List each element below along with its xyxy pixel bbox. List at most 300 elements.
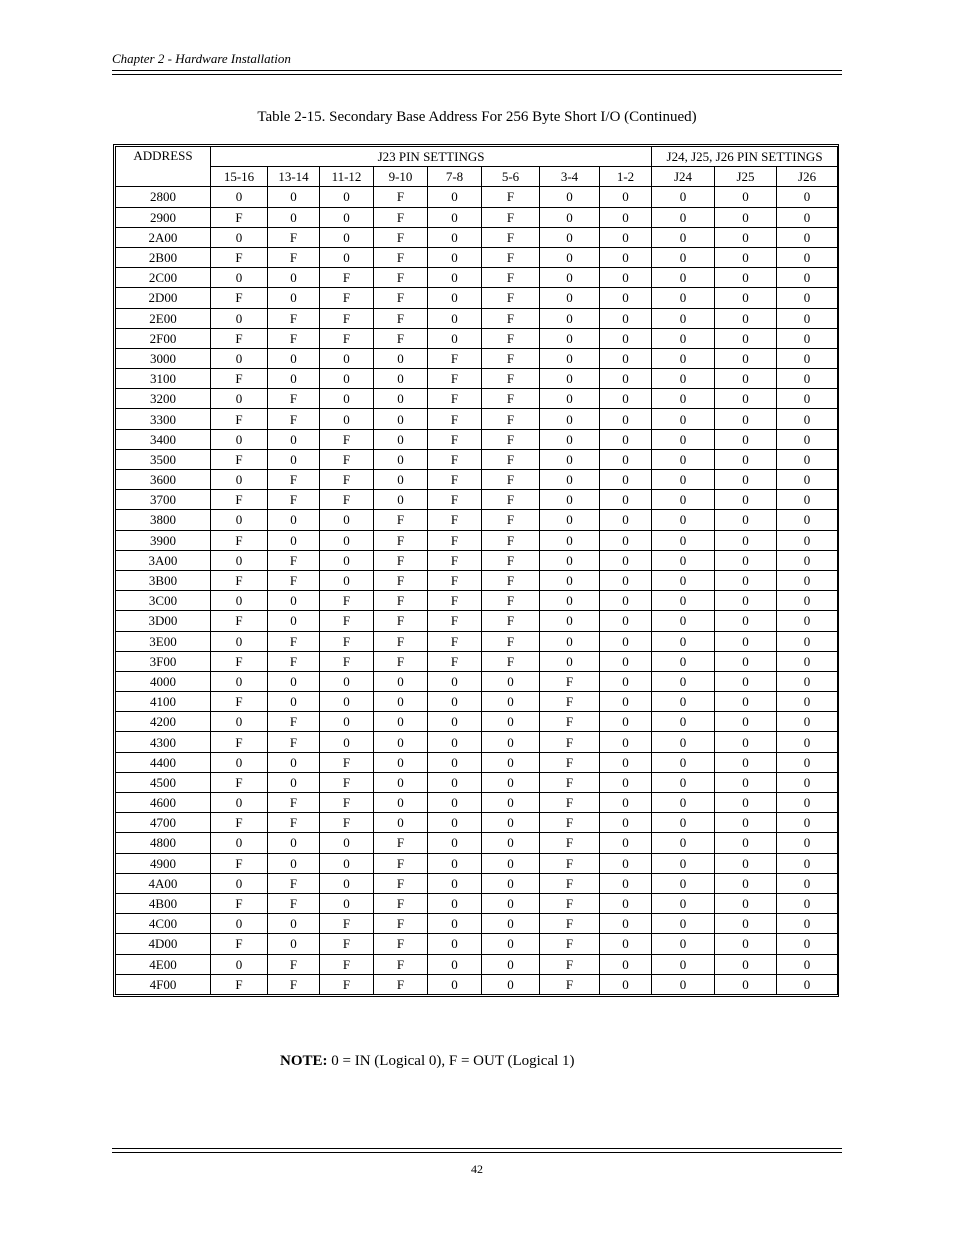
table-row <box>116 631 838 651</box>
pin-cell: F <box>211 449 268 469</box>
pin-cell: 0 <box>777 470 838 490</box>
pin-cell: 0 <box>482 692 540 712</box>
pin-cell: F <box>320 813 374 833</box>
address-cell: 4300 <box>116 732 211 752</box>
address-cell: 4C00 <box>116 914 211 934</box>
pin-cell: 0 <box>652 268 715 288</box>
pin-cell: 0 <box>211 833 268 853</box>
pin-cell: 0 <box>715 954 777 974</box>
address-cell: 3D00 <box>116 611 211 631</box>
pin-cell: 0 <box>715 247 777 267</box>
pin-cell: 0 <box>652 712 715 732</box>
pin-cell: F <box>268 409 320 429</box>
pin-cell: 0 <box>600 732 652 752</box>
pin-cell: 0 <box>482 954 540 974</box>
pin-cell: 0 <box>320 550 374 570</box>
pin-cell: 0 <box>211 954 268 974</box>
pin-cell: F <box>540 813 600 833</box>
table-row <box>116 510 838 530</box>
address-cell: 3E00 <box>116 631 211 651</box>
pin-cell: 0 <box>777 611 838 631</box>
pin-cell: 0 <box>652 348 715 368</box>
pin-cell: F <box>268 247 320 267</box>
pin-cell: F <box>211 207 268 227</box>
pin-cell: F <box>374 227 428 247</box>
pin-cell: 0 <box>268 934 320 954</box>
table-row <box>116 288 838 308</box>
table-row <box>116 611 838 631</box>
pin-cell: 0 <box>428 793 482 813</box>
pin-cell: 0 <box>428 974 482 994</box>
table-row <box>116 348 838 368</box>
address-cell: 2B00 <box>116 247 211 267</box>
table-row <box>116 893 838 913</box>
table-row <box>116 247 838 267</box>
pin-cell: F <box>428 570 482 590</box>
address-cell: 4900 <box>116 853 211 873</box>
column-header: 9-10 <box>374 167 428 187</box>
pin-cell: 0 <box>428 227 482 247</box>
header-rule-bottom <box>112 74 842 75</box>
pin-cell: 0 <box>428 712 482 732</box>
pin-cell: F <box>540 692 600 712</box>
pin-cell: F <box>482 470 540 490</box>
pin-cell: 0 <box>715 328 777 348</box>
pin-cell: 0 <box>600 692 652 712</box>
address-cell: 3900 <box>116 530 211 550</box>
pin-cell: F <box>482 570 540 590</box>
pin-cell: 0 <box>268 853 320 873</box>
address-cell: 2900 <box>116 207 211 227</box>
pin-cell: 0 <box>652 793 715 813</box>
pin-cell: 0 <box>777 833 838 853</box>
pin-cell: 0 <box>600 550 652 570</box>
pin-cell: 0 <box>540 328 600 348</box>
pin-cell: 0 <box>211 914 268 934</box>
note-label: NOTE: <box>280 1053 328 1069</box>
pin-cell: 0 <box>600 772 652 792</box>
pin-cell: 0 <box>482 934 540 954</box>
pin-cell: F <box>268 570 320 590</box>
pin-cell: 0 <box>777 651 838 671</box>
pin-cell: 0 <box>482 732 540 752</box>
pin-cell: 0 <box>652 631 715 651</box>
pin-cell: F <box>428 409 482 429</box>
pin-cell: 0 <box>268 833 320 853</box>
pin-cell: F <box>482 328 540 348</box>
pin-cell: F <box>211 611 268 631</box>
pin-cell: 0 <box>320 893 374 913</box>
pin-cell: 0 <box>211 712 268 732</box>
j24-j26-group-header: J24, J25, J26 PIN SETTINGS <box>652 147 838 167</box>
pin-cell: 0 <box>715 671 777 691</box>
pin-cell: 0 <box>600 369 652 389</box>
pin-cell: 0 <box>600 247 652 267</box>
pin-cell: 0 <box>320 732 374 752</box>
pin-cell: 0 <box>482 671 540 691</box>
pin-cell: 0 <box>715 510 777 530</box>
address-cell: 3C00 <box>116 591 211 611</box>
table-row <box>116 712 838 732</box>
pin-cell: 0 <box>374 409 428 429</box>
pin-cell: 0 <box>540 490 600 510</box>
pin-cell: 0 <box>211 389 268 409</box>
pin-cell: F <box>428 611 482 631</box>
pin-cell: 0 <box>268 914 320 934</box>
pin-cell: 0 <box>715 470 777 490</box>
column-header: 15-16 <box>211 167 268 187</box>
pin-cell: 0 <box>777 449 838 469</box>
pin-cell: 0 <box>540 449 600 469</box>
pin-cell: 0 <box>777 813 838 833</box>
pin-cell: 0 <box>540 429 600 449</box>
pin-cell: 0 <box>540 308 600 328</box>
pin-cell: F <box>428 651 482 671</box>
pin-cell: F <box>428 429 482 449</box>
pin-cell: 0 <box>715 429 777 449</box>
pin-cell: 0 <box>777 712 838 732</box>
pin-cell: 0 <box>600 570 652 590</box>
pin-cell: 0 <box>652 389 715 409</box>
pin-cell: 0 <box>777 772 838 792</box>
pin-cell: 0 <box>428 247 482 267</box>
pin-cell: 0 <box>600 813 652 833</box>
pin-cell: 0 <box>600 873 652 893</box>
pin-cell: 0 <box>268 752 320 772</box>
pin-cell: F <box>320 611 374 631</box>
pin-cell: 0 <box>540 207 600 227</box>
pin-cell: F <box>211 651 268 671</box>
table-body <box>116 187 838 995</box>
pin-cell: F <box>374 207 428 227</box>
column-header: J24 <box>652 167 715 187</box>
table-row <box>116 772 838 792</box>
pin-cell: F <box>482 530 540 550</box>
pin-cell: 0 <box>600 449 652 469</box>
pin-cell: F <box>320 449 374 469</box>
pin-cell: 0 <box>715 490 777 510</box>
pin-cell: F <box>374 893 428 913</box>
header-rule-top <box>112 70 842 71</box>
pin-cell: F <box>374 954 428 974</box>
pin-cell: 0 <box>777 369 838 389</box>
address-cell: 4B00 <box>116 893 211 913</box>
pin-settings-table <box>115 146 838 995</box>
table-row <box>116 550 838 570</box>
pin-cell: F <box>268 813 320 833</box>
pin-cell: 0 <box>715 813 777 833</box>
pin-cell: F <box>211 732 268 752</box>
pin-cell: 0 <box>540 550 600 570</box>
pin-cell: F <box>482 389 540 409</box>
table-row <box>116 591 838 611</box>
column-header: 7-8 <box>428 167 482 187</box>
pin-cell: 0 <box>777 429 838 449</box>
pin-cell: F <box>428 348 482 368</box>
pin-cell: F <box>211 288 268 308</box>
pin-cell: 0 <box>320 187 374 207</box>
pin-cell: 0 <box>652 591 715 611</box>
pin-cell: 0 <box>320 409 374 429</box>
pin-cell: 0 <box>211 671 268 691</box>
pin-cell: 0 <box>540 570 600 590</box>
pin-cell: 0 <box>268 510 320 530</box>
pin-cell: 0 <box>211 308 268 328</box>
pin-cell: 0 <box>652 873 715 893</box>
pin-cell: 0 <box>428 328 482 348</box>
pin-cell: 0 <box>777 732 838 752</box>
pin-cell: 0 <box>777 853 838 873</box>
pin-cell: 0 <box>374 470 428 490</box>
pin-cell: F <box>268 793 320 813</box>
pin-cell: 0 <box>600 631 652 651</box>
pin-cell: F <box>482 429 540 449</box>
pin-cell: F <box>268 893 320 913</box>
pin-cell: F <box>482 510 540 530</box>
pin-cell: 0 <box>600 268 652 288</box>
pin-cell: F <box>320 793 374 813</box>
address-cell: 3500 <box>116 449 211 469</box>
pin-cell: 0 <box>374 449 428 469</box>
pin-cell: 0 <box>428 752 482 772</box>
pin-cell: F <box>482 348 540 368</box>
pin-cell: F <box>320 268 374 288</box>
table-row <box>116 530 838 550</box>
pin-cell: 0 <box>211 793 268 813</box>
pin-cell: 0 <box>777 631 838 651</box>
pin-cell: 0 <box>600 187 652 207</box>
table-row <box>116 207 838 227</box>
pin-cell: F <box>428 550 482 570</box>
pin-cell: 0 <box>715 692 777 712</box>
pin-cell: F <box>211 813 268 833</box>
pin-cell: 0 <box>777 348 838 368</box>
pin-cell: F <box>540 833 600 853</box>
pin-cell: 0 <box>428 954 482 974</box>
pin-cell: 0 <box>211 873 268 893</box>
pin-cell: 0 <box>211 470 268 490</box>
pin-cell: 0 <box>600 207 652 227</box>
pin-cell: 0 <box>211 227 268 247</box>
pin-cell: 0 <box>482 873 540 893</box>
pin-cell: 0 <box>777 914 838 934</box>
pin-cell: 0 <box>540 348 600 368</box>
pin-cell: F <box>540 914 600 934</box>
pin-cell: 0 <box>428 772 482 792</box>
pin-cell: 0 <box>374 793 428 813</box>
pin-cell: 0 <box>268 268 320 288</box>
pin-cell: 0 <box>777 893 838 913</box>
pin-cell: 0 <box>652 611 715 631</box>
pin-cell: F <box>320 490 374 510</box>
pin-cell: 0 <box>777 328 838 348</box>
pin-cell: 0 <box>374 772 428 792</box>
pin-cell: 0 <box>268 671 320 691</box>
pin-cell: 0 <box>540 369 600 389</box>
pin-cell: F <box>482 308 540 328</box>
pin-cell: F <box>211 893 268 913</box>
table-row <box>116 409 838 429</box>
pin-cell: 0 <box>715 974 777 994</box>
pin-cell: F <box>374 934 428 954</box>
pin-cell: 0 <box>715 449 777 469</box>
pin-cell: 0 <box>268 348 320 368</box>
address-cell: 2C00 <box>116 268 211 288</box>
pin-cell: 0 <box>652 772 715 792</box>
pin-cell: 0 <box>715 732 777 752</box>
address-cell: 4200 <box>116 712 211 732</box>
pin-cell: F <box>268 873 320 893</box>
pin-cell: F <box>268 631 320 651</box>
pin-cell: F <box>374 853 428 873</box>
table-row <box>116 692 838 712</box>
pin-cell: F <box>374 914 428 934</box>
pin-cell: 0 <box>600 752 652 772</box>
pin-cell: 0 <box>540 247 600 267</box>
pin-cell: 0 <box>540 591 600 611</box>
pin-cell: 0 <box>715 853 777 873</box>
pin-cell: 0 <box>777 873 838 893</box>
pin-cell: 0 <box>600 934 652 954</box>
pin-cell: F <box>374 833 428 853</box>
pin-cell: F <box>540 954 600 974</box>
pin-cell: 0 <box>652 449 715 469</box>
pin-cell: 0 <box>652 671 715 691</box>
address-cell: 4100 <box>116 692 211 712</box>
page-number: 42 <box>471 1162 483 1176</box>
pin-cell: 0 <box>320 227 374 247</box>
pin-cell: 0 <box>652 692 715 712</box>
pin-cell: 0 <box>428 288 482 308</box>
column-header: 13-14 <box>268 167 320 187</box>
pin-cell: F <box>540 772 600 792</box>
pin-cell: 0 <box>211 268 268 288</box>
pin-cell: F <box>268 490 320 510</box>
pin-cell: 0 <box>320 247 374 267</box>
table-row <box>116 873 838 893</box>
pin-cell: 0 <box>320 671 374 691</box>
pin-cell: F <box>211 934 268 954</box>
pin-cell: 0 <box>652 247 715 267</box>
pin-cell: 0 <box>652 833 715 853</box>
pin-cell: 0 <box>777 510 838 530</box>
pin-cell: F <box>268 328 320 348</box>
pin-cell: F <box>320 328 374 348</box>
pin-cell: 0 <box>320 570 374 590</box>
pin-cell: 0 <box>482 752 540 772</box>
pin-cell: 0 <box>428 914 482 934</box>
pin-cell: 0 <box>652 893 715 913</box>
pin-cell: F <box>374 530 428 550</box>
pin-cell: 0 <box>211 631 268 651</box>
pin-cell: F <box>482 227 540 247</box>
pin-cell: 0 <box>652 752 715 772</box>
pin-cell: 0 <box>482 974 540 994</box>
pin-cell: F <box>482 288 540 308</box>
pin-cell: 0 <box>374 752 428 772</box>
pin-cell: F <box>268 227 320 247</box>
pin-cell: 0 <box>540 631 600 651</box>
pin-cell: 0 <box>715 833 777 853</box>
pin-cell: 0 <box>777 389 838 409</box>
pin-cell: F <box>482 631 540 651</box>
pin-cell: 0 <box>777 247 838 267</box>
pin-cell: F <box>374 570 428 590</box>
pin-cell: F <box>482 611 540 631</box>
pin-cell: 0 <box>600 793 652 813</box>
pin-cell: F <box>211 490 268 510</box>
pin-cell: F <box>268 954 320 974</box>
address-cell: 3400 <box>116 429 211 449</box>
pin-cell: 0 <box>320 853 374 873</box>
table-row <box>116 490 838 510</box>
pin-cell: F <box>374 247 428 267</box>
pin-cell: 0 <box>211 187 268 207</box>
pin-cell: 0 <box>428 187 482 207</box>
table-row <box>116 227 838 247</box>
pin-cell: F <box>482 449 540 469</box>
address-cell: 2A00 <box>116 227 211 247</box>
pin-cell: F <box>482 268 540 288</box>
pin-cell: 0 <box>320 873 374 893</box>
pin-cell: F <box>428 449 482 469</box>
pin-cell: 0 <box>652 288 715 308</box>
pin-cell: 0 <box>482 772 540 792</box>
pin-cell: 0 <box>715 348 777 368</box>
pin-cell: 0 <box>777 671 838 691</box>
pin-cell: 0 <box>600 389 652 409</box>
pin-cell: 0 <box>600 510 652 530</box>
pin-cell: 0 <box>715 308 777 328</box>
pin-cell: 0 <box>374 712 428 732</box>
table-row <box>116 732 838 752</box>
pin-cell: 0 <box>268 288 320 308</box>
pin-cell: 0 <box>600 954 652 974</box>
pin-cell: F <box>482 207 540 227</box>
table-row <box>116 369 838 389</box>
pin-cell: 0 <box>715 570 777 590</box>
table-row <box>116 671 838 691</box>
pin-cell: F <box>428 591 482 611</box>
pin-cell: 0 <box>777 934 838 954</box>
pin-cell: 0 <box>268 449 320 469</box>
pin-cell: 0 <box>428 268 482 288</box>
pin-cell: 0 <box>482 813 540 833</box>
pin-cell: 0 <box>428 692 482 712</box>
table-row <box>116 268 838 288</box>
pin-cell: F <box>482 247 540 267</box>
pin-cell: 0 <box>268 530 320 550</box>
pin-cell: 0 <box>540 288 600 308</box>
pin-cell: 0 <box>428 732 482 752</box>
address-cell: 2D00 <box>116 288 211 308</box>
pin-cell: F <box>540 974 600 994</box>
pin-cell: 0 <box>320 389 374 409</box>
column-header-row <box>116 167 838 187</box>
pin-cell: F <box>268 732 320 752</box>
table-row <box>116 914 838 934</box>
pin-cell: F <box>211 772 268 792</box>
pin-cell: F <box>428 369 482 389</box>
pin-cell: F <box>482 550 540 570</box>
pin-cell: 0 <box>777 550 838 570</box>
pin-cell: F <box>211 530 268 550</box>
pin-cell: 0 <box>715 288 777 308</box>
pin-cell: 0 <box>600 914 652 934</box>
pin-cell: 0 <box>268 692 320 712</box>
pin-cell: F <box>374 873 428 893</box>
pin-cell: F <box>540 732 600 752</box>
